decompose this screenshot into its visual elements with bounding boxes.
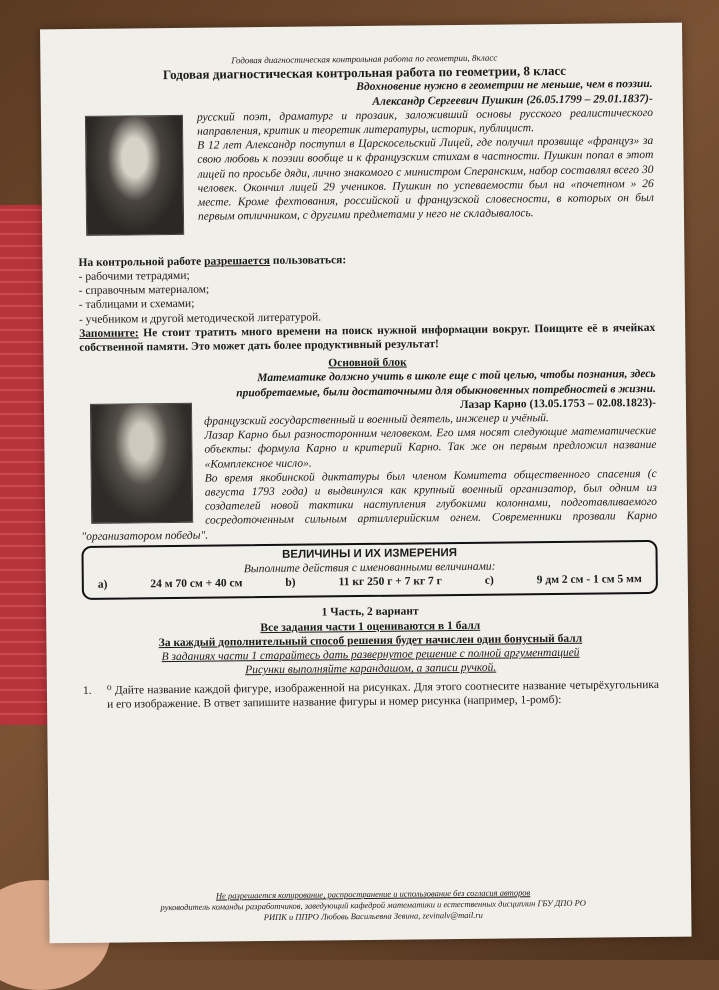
exercise-c-label: с): [484, 574, 494, 588]
allowed-list: [79, 264, 656, 327]
remember-note: Запомните: Не стоит тратить много времени на поиск нужной информации вокруг. Поищите её в ячейках собственной памяти. Это может дать более продуктивный результат!: [79, 321, 656, 354]
exercise-b-label: b): [285, 576, 296, 590]
footer-contact: РИПК и ППРО Любовь Васильевна Зевина, zevinalv@mail.ru: [263, 909, 483, 923]
allowed-intro: На контрольной работе разрешается пользоваться:: [78, 253, 347, 269]
author-pushkin: Александр Сергеевич Пушкин (26.05.1799 – 29.01.1837)-: [372, 92, 653, 108]
part-rule-1: Все задания части 1 оцениваются в 1 балл: [260, 619, 481, 634]
list-item: - учебником и другой методической литературой.: [78, 311, 322, 326]
carnot-section: [80, 396, 657, 544]
question-number: 1.: [82, 684, 92, 697]
exercise-a: 24 м 70 см + 40 см: [150, 577, 243, 591]
question-1: [83, 677, 659, 711]
part-title: 1 Часть, 2 вариант: [321, 605, 419, 619]
footer: [85, 886, 661, 925]
carnot-bio-3: Во время якобинской диктатуры был членом Комитета общественного спасения (с августа 1793 года) и выдвинулся как крупный военный организатор, был одним из создателей новой тактики наступления глубокими колоннами, подготавливаемого сосредоточенным сильным артиллерийским огнем. Современники прозвали Карно "организатором победы".: [81, 467, 658, 543]
exercise-c: 9 дм 2 см - 1 см 5 мм: [536, 573, 642, 587]
exercise-a-label: а): [97, 578, 108, 592]
footer-author-line: руководитель команды разработчиков, заведующий кафедрой математики и естественных дисциплин ГБУ ДПО РО: [160, 897, 586, 913]
small-header: Годовая диагностическая контрольная работа по геометрии, 8класс: [231, 52, 498, 66]
exercise-b: 11 кг 250 г + 7 кг 7 г: [338, 575, 442, 589]
paper-sheet: [40, 23, 692, 944]
page-title: Годовая диагностическая контрольная работа по геометрии, 8 класс: [162, 63, 567, 83]
pushkin-section: [77, 106, 654, 226]
part-rule-2: За каждый дополнительный способ решения будет начислен один бонусный балл: [158, 632, 583, 650]
list-item: - рабочими тетрадями;: [78, 269, 190, 283]
pushkin-portrait-image: [85, 115, 184, 236]
footer-copyright: Не разрешается копирование, распространение и использование без согласия авторов: [215, 887, 531, 901]
main-block-title: Основной блок: [328, 356, 407, 370]
pushkin-bio-1: русский поэт, драматург и прозаик, заложивший основы русского реалистического направления, критик и теоретик литературы, историк, публицист.: [196, 106, 653, 138]
list-item: - справочным материалом;: [78, 283, 210, 298]
carnot-bio-1: французский государственный и военный деятель, инженер и учёный.: [204, 412, 549, 428]
carnot-bio-2: Лазар Карно был разносторонним человеком. Его имя носят следующие математические объекты: формула Карно и критерий Карно. Так же он первым предложил название «Комплексное число».: [204, 425, 657, 471]
measures-box: [81, 540, 658, 601]
allowed-section: [78, 250, 655, 355]
question-text: ⁰ Дайте название каждой фигуре, изображенной на рисунках. Для этого соотнесите название четырёхугольника и его изображение. В ответ запишите название фигуры и номер рисунка (например, 1-ромб):: [106, 678, 659, 711]
carnot-portrait-image: [90, 403, 193, 524]
author-carnot: Лазар Карно (13.05.1753 – 02.08.1823)-: [459, 396, 657, 411]
epigraph-2: Математике должно учить в школе еще с той целью, чтобы познания, здесь приобретаемые, были достаточными для обыкновенных потребностей в жизни.: [236, 368, 656, 399]
pushkin-bio-2: В 12 лет Александр поступил в Царскосельский Лицей, где получил прозвище «француз» за свою любовь к поэзии вообще и к французским стихам в частности. Пушкин попал в этот лицей по просьбе дяди, лично знакомого с министром Сперанским, набор составлял всего 30 человек. Окончил лицей 29 учеников. Пушкин по успеваемости был на «почетном » 26 месте. Кроме фехтования, российской и французской словесности, в которых он был первым отличником, с другими предметами у него не складывалось.: [197, 135, 654, 223]
epigraph-1: Вдохновение нужно в геометрии не меньше, чем в поэзии.: [356, 78, 653, 94]
list-item: - таблицами и схемами;: [78, 298, 195, 312]
measures-title: ВЕЛИЧИНЫ И ИХ ИЗМЕРЕНИЯ: [282, 546, 458, 561]
part-rule-3: В заданиях части 1 старайтесь дать развернутое решение с полной аргументацией: [161, 646, 580, 664]
part-rule-4: Рисунки выполняйте карандашом, а записи ручкой.: [245, 661, 497, 677]
measures-instruction: Выполните действия с именованными величинами:: [243, 560, 496, 576]
red-book-edge: [0, 205, 48, 725]
